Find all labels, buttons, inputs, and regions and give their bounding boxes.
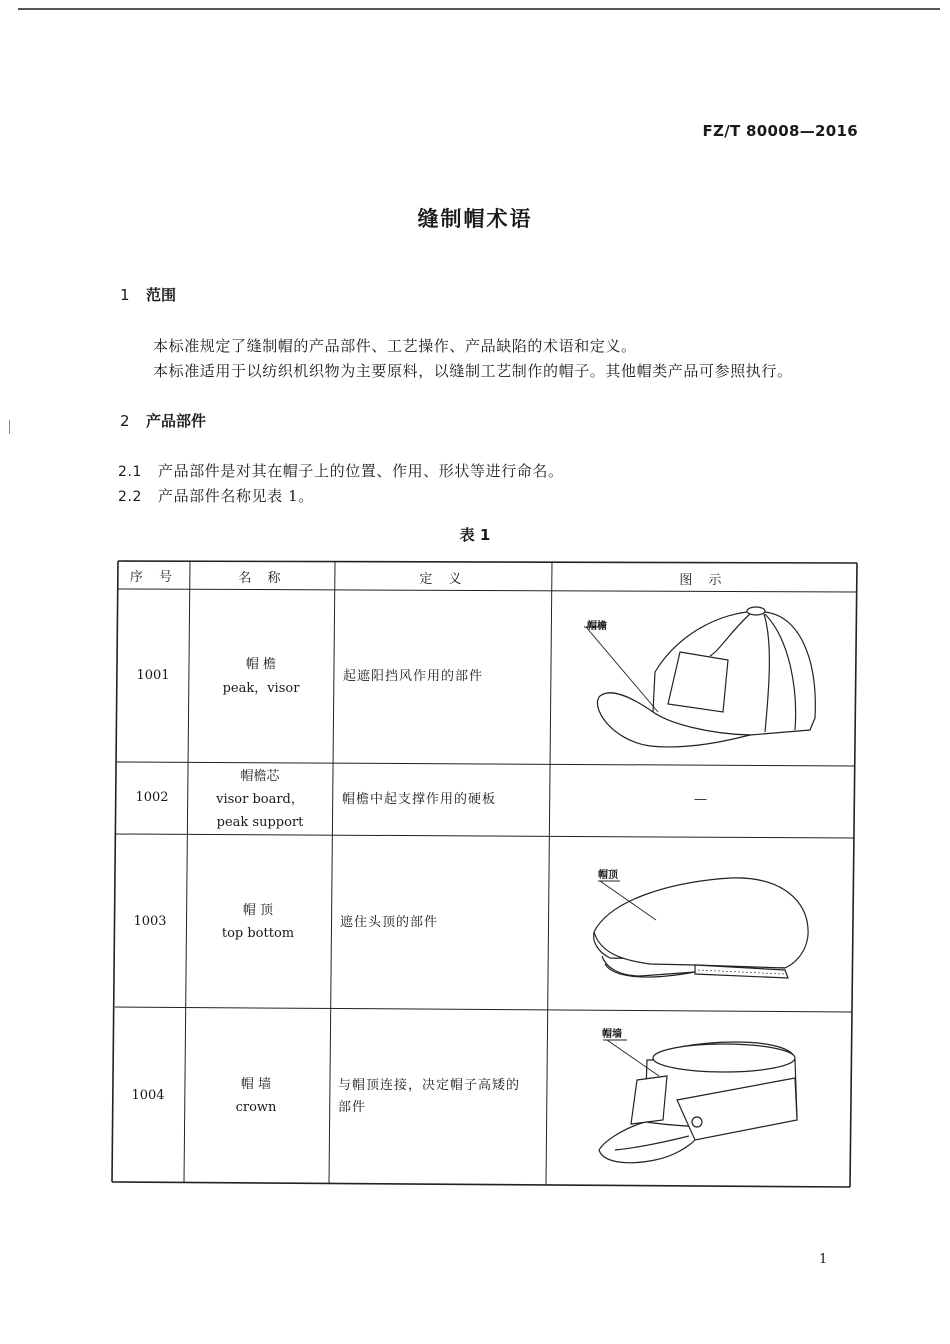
scope-paragraph: 本标准规定了缝制帽的产品部件、工艺操作、产品缺陷的术语和定义。 bbox=[153, 337, 637, 355]
part-name-cn: 帽 墙 bbox=[240, 1077, 272, 1092]
margin-mark bbox=[9, 420, 10, 434]
clause-number: 2.1 bbox=[118, 464, 143, 480]
row-id: 1003 bbox=[133, 914, 167, 929]
figure-placeholder: — bbox=[694, 792, 707, 807]
document-title: 缝制帽术语 bbox=[417, 207, 533, 231]
part-name-en: peak support bbox=[216, 815, 304, 830]
flat-cap-illustration bbox=[580, 860, 820, 1000]
row-id: 1001 bbox=[136, 668, 170, 683]
figure-label: 帽檐 bbox=[587, 621, 607, 632]
part-name-cn: 帽檐芯 bbox=[240, 769, 280, 784]
column-header: 图 示 bbox=[679, 573, 728, 588]
column-header: 定 义 bbox=[419, 572, 468, 587]
part-name-en: visor board， bbox=[216, 792, 304, 807]
figure-label: 帽顶 bbox=[598, 870, 618, 881]
part-name-cn: 帽 檐 bbox=[245, 657, 277, 672]
section-title: 范围 bbox=[146, 286, 177, 304]
definition: 起遮阳挡风作用的部件 bbox=[343, 669, 484, 684]
kepi-cap-illustration bbox=[585, 1020, 815, 1175]
clause-text: 产品部件是对其在帽子上的位置、作用、形状等进行命名。 bbox=[158, 462, 564, 480]
column-header: 名 称 bbox=[238, 571, 287, 586]
part-name-en: top bottom bbox=[221, 926, 295, 941]
clause-text: 产品部件名称见表 1。 bbox=[158, 487, 314, 505]
section-number: 1 bbox=[120, 286, 130, 304]
row-id: 1004 bbox=[131, 1088, 165, 1103]
page-number: 1 bbox=[819, 1252, 828, 1267]
top-rule bbox=[18, 8, 940, 10]
section-title: 产品部件 bbox=[146, 412, 207, 430]
section-heading-scope bbox=[120, 284, 176, 305]
standard-code: FZ/T 80008—2016 bbox=[702, 122, 858, 140]
clause-number: 2.2 bbox=[118, 489, 143, 505]
figure-label: 帽墙 bbox=[602, 1029, 622, 1040]
definition: 遮住头顶的部件 bbox=[340, 915, 439, 930]
section-number: 2 bbox=[120, 412, 130, 430]
column-header: 序 号 bbox=[129, 570, 179, 585]
section-heading-parts bbox=[120, 410, 206, 431]
definition: 部件 bbox=[338, 1100, 367, 1115]
row-id: 1002 bbox=[135, 790, 169, 805]
clause-2-1 bbox=[118, 460, 564, 481]
table-title: 表 1 bbox=[459, 526, 491, 544]
definition: 帽檐中起支撑作用的硬板 bbox=[342, 792, 497, 807]
part-name-en: crown bbox=[235, 1100, 277, 1115]
part-name-cn: 帽 顶 bbox=[242, 903, 274, 918]
part-name-en: peak，visor bbox=[222, 681, 300, 696]
clause-2-2 bbox=[118, 485, 314, 506]
baseball-cap-illustration bbox=[560, 600, 850, 760]
scope-paragraph: 本标准适用于以纺织机织物为主要原料，以缝制工艺制作的帽子。其他帽类产品可参照执行。 bbox=[153, 362, 793, 380]
definition: 与帽顶连接，决定帽子高矮的 bbox=[338, 1078, 521, 1093]
